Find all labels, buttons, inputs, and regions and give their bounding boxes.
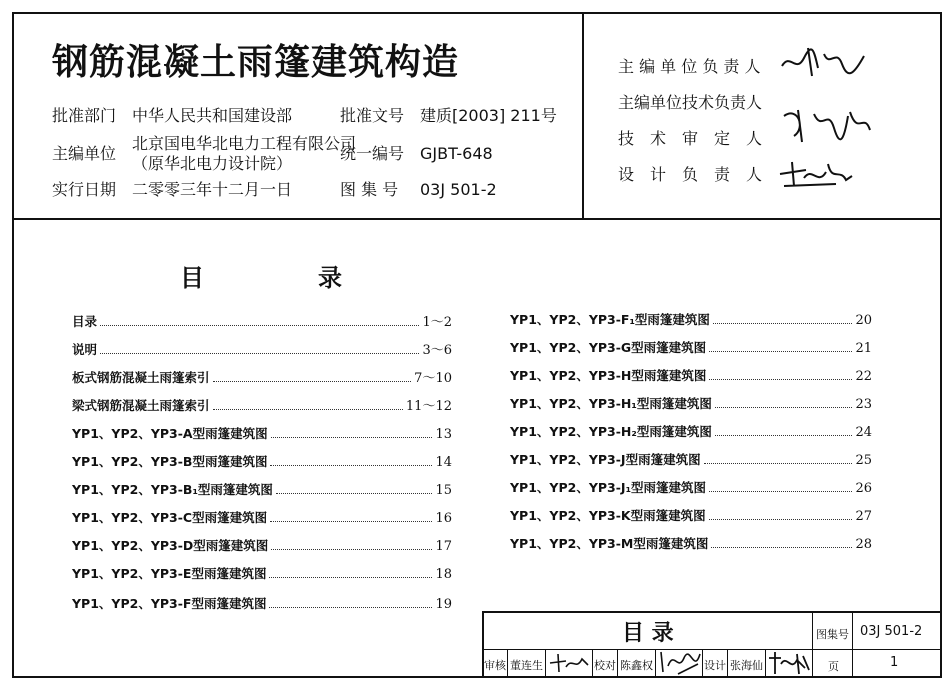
toc-entry-page: 16: [435, 511, 452, 526]
page-number: 1: [890, 655, 899, 670]
chief-editor-label: 主 编 单 位 负 责 人: [618, 57, 761, 76]
signature-technical-chief: [778, 102, 873, 146]
toc-entry-page: 26: [855, 481, 872, 496]
title-block-vline: [812, 611, 813, 678]
leader-dots: [715, 407, 853, 408]
designer-name: 张海仙: [730, 659, 763, 672]
atlas-number-label: 图集号: [816, 628, 849, 641]
title-block-vline: [507, 649, 508, 678]
toc-entry-page: 14: [435, 455, 452, 470]
editor-unit-value: 北京国电华北电力工程有限公司: [132, 134, 357, 153]
toc-entry-title: YP1、YP2、YP3-J₁型雨篷建筑图: [510, 480, 707, 495]
toc-entry[interactable]: [72, 506, 452, 526]
toc-entry-page: 28: [855, 537, 872, 552]
toc-entry-page: 22: [855, 369, 872, 384]
leader-dots: [704, 463, 853, 464]
header-separator: [582, 12, 584, 218]
atlas-title: 钢筋混凝土雨篷建筑构造: [52, 42, 460, 83]
toc-entry-page: 18: [435, 567, 452, 582]
signature-reviewer: [548, 651, 590, 675]
effective-date-label: 实行日期: [52, 180, 117, 199]
toc-entry-title: YP1、YP2、YP3-M型雨篷建筑图: [510, 536, 709, 551]
title-block-vline: [852, 611, 853, 678]
leader-dots: [213, 381, 412, 382]
toc-entry-title: 板式钢筋混凝土雨篷索引: [72, 370, 210, 385]
toc-entry-page: 27: [855, 509, 872, 524]
technical-reviewer-label: 技 术 审 定 人: [618, 129, 763, 148]
toc-entry[interactable]: [72, 478, 452, 498]
leader-dots: [276, 493, 433, 494]
leader-dots: [270, 465, 432, 466]
atlas-number-value: 03J 501-2: [860, 624, 923, 639]
unified-number-label: 统一编号: [340, 144, 405, 163]
review-label: 审核: [484, 659, 506, 672]
toc-entry-page: 20: [855, 313, 872, 328]
page-label: 页: [828, 660, 839, 673]
toc-entry-title: YP1、YP2、YP3-G型雨篷建筑图: [510, 340, 707, 355]
toc-entry[interactable]: [510, 420, 872, 440]
leader-dots: [709, 519, 853, 520]
toc-entry-title: YP1、YP2、YP3-H型雨篷建筑图: [510, 368, 707, 383]
toc-heading-char-2: 录: [318, 264, 342, 292]
leader-dots: [271, 549, 432, 550]
approval-dept-value: 中华人民共和国建设部: [132, 106, 293, 125]
unified-number-value: GJBT-648: [420, 144, 493, 163]
signature-design-lead: [776, 156, 856, 190]
toc-entry-title: YP1、YP2、YP3-F₁型雨篷建筑图: [510, 312, 710, 327]
toc-entry-title: YP1、YP2、YP3-E型雨篷建筑图: [72, 566, 267, 581]
title-block-vline: [765, 649, 766, 678]
technical-chief-label: 主编单位技术负责人: [618, 93, 763, 112]
toc-entry-title: 目录: [72, 314, 98, 329]
toc-entry-title: YP1、YP2、YP3-A型雨篷建筑图: [72, 426, 268, 441]
leader-dots: [271, 437, 433, 438]
toc-entry-page: 25: [855, 453, 872, 468]
leader-dots: [713, 323, 853, 324]
leader-dots: [270, 521, 432, 522]
signature-checker: [658, 646, 702, 676]
editor-unit-label: 主编单位: [52, 144, 117, 163]
effective-date-value: 二零零三年十二月一日: [132, 180, 293, 199]
toc-entry[interactable]: [510, 504, 872, 524]
signature-chief-editor: [778, 44, 868, 80]
leader-dots: [715, 435, 853, 436]
toc-entry[interactable]: [72, 422, 452, 442]
reviewer-name: 董连生: [510, 659, 543, 672]
toc-entry-page: 3～6: [422, 343, 452, 358]
approval-doc-label: 批准文号: [340, 106, 405, 125]
toc-entry[interactable]: [72, 394, 452, 414]
title-block-divider: [482, 649, 942, 650]
leader-dots: [711, 547, 852, 548]
title-block-vline: [727, 649, 728, 678]
toc-entry-page: 11～12: [405, 399, 452, 414]
approval-doc-value: 建质[2003] 211号: [420, 106, 557, 125]
toc-entry[interactable]: [72, 366, 452, 386]
check-label: 校对: [594, 659, 616, 672]
toc-entry[interactable]: [510, 364, 872, 384]
atlas-number-value: 03J 501-2: [420, 180, 497, 199]
toc-entry-title: YP1、YP2、YP3-B₁型雨篷建筑图: [72, 482, 273, 497]
design-label: 设计: [704, 659, 726, 672]
checker-name: 陈鑫权: [620, 659, 653, 672]
toc-entry[interactable]: [72, 310, 452, 330]
toc-entry-page: 24: [855, 425, 872, 440]
approval-dept-label: 批准部门: [52, 106, 117, 125]
leader-dots: [100, 325, 419, 326]
header-divider: [12, 218, 942, 220]
title-block-vline: [655, 649, 656, 678]
signature-designer: [767, 650, 811, 676]
toc-entry[interactable]: [72, 534, 452, 554]
leader-dots: [709, 491, 852, 492]
title-block-vline: [545, 649, 546, 678]
toc-entry[interactable]: [510, 336, 872, 356]
editor-unit-former: （原华北电力设计院）: [132, 154, 293, 173]
toc-entry[interactable]: [510, 392, 872, 412]
leader-dots: [269, 607, 432, 608]
leader-dots: [100, 353, 419, 354]
toc-entry[interactable]: [510, 476, 872, 496]
toc-entry-title: 说明: [72, 342, 98, 357]
toc-entry[interactable]: [72, 450, 452, 470]
toc-entry[interactable]: [510, 308, 872, 328]
toc-entry[interactable]: [72, 562, 452, 582]
title-block-vline: [592, 649, 593, 678]
toc-entry-page: 15: [435, 483, 452, 498]
toc-heading-char-1: 目: [180, 264, 204, 292]
toc-entry-title: YP1、YP2、YP3-H₂型雨篷建筑图: [510, 424, 712, 439]
toc-entry-page: 1～2: [422, 315, 452, 330]
toc-entry-title: YP1、YP2、YP3-H₁型雨篷建筑图: [510, 396, 712, 411]
toc-entry-page: 13: [435, 427, 452, 442]
atlas-number-label: 图 集 号: [340, 180, 399, 199]
toc-entry-title: YP1、YP2、YP3-K型雨篷建筑图: [510, 508, 706, 523]
toc-entry-page: 21: [855, 341, 872, 356]
toc-entry-title: YP1、YP2、YP3-F型雨篷建筑图: [72, 596, 267, 611]
leader-dots: [269, 577, 432, 578]
leader-dots: [213, 409, 403, 410]
title-block-vline: [617, 649, 618, 678]
toc-entry-title: YP1、YP2、YP3-B型雨篷建筑图: [72, 454, 268, 469]
toc-entry[interactable]: [510, 532, 872, 552]
leader-dots: [709, 379, 852, 380]
title-block-vline: [702, 649, 703, 678]
toc-entry-title: 梁式钢筋混凝土雨篷索引: [72, 398, 210, 413]
toc-entry[interactable]: [72, 338, 452, 358]
toc-entry-page: 17: [435, 539, 452, 554]
toc-entry-title: YP1、YP2、YP3-D型雨篷建筑图: [72, 538, 269, 553]
toc-entry[interactable]: [72, 592, 452, 612]
title-block-title: 目 录: [622, 621, 674, 646]
toc-entry-title: YP1、YP2、YP3-C型雨篷建筑图: [72, 510, 268, 525]
toc-entry-page: 19: [435, 597, 452, 612]
toc-entry[interactable]: [510, 448, 872, 468]
toc-entry-title: YP1、YP2、YP3-J型雨篷建筑图: [510, 452, 701, 467]
toc-entry-page: 23: [855, 397, 872, 412]
leader-dots: [709, 351, 852, 352]
toc-entry-page: 7～10: [414, 371, 452, 386]
design-lead-label: 设 计 负 责 人: [618, 165, 763, 184]
